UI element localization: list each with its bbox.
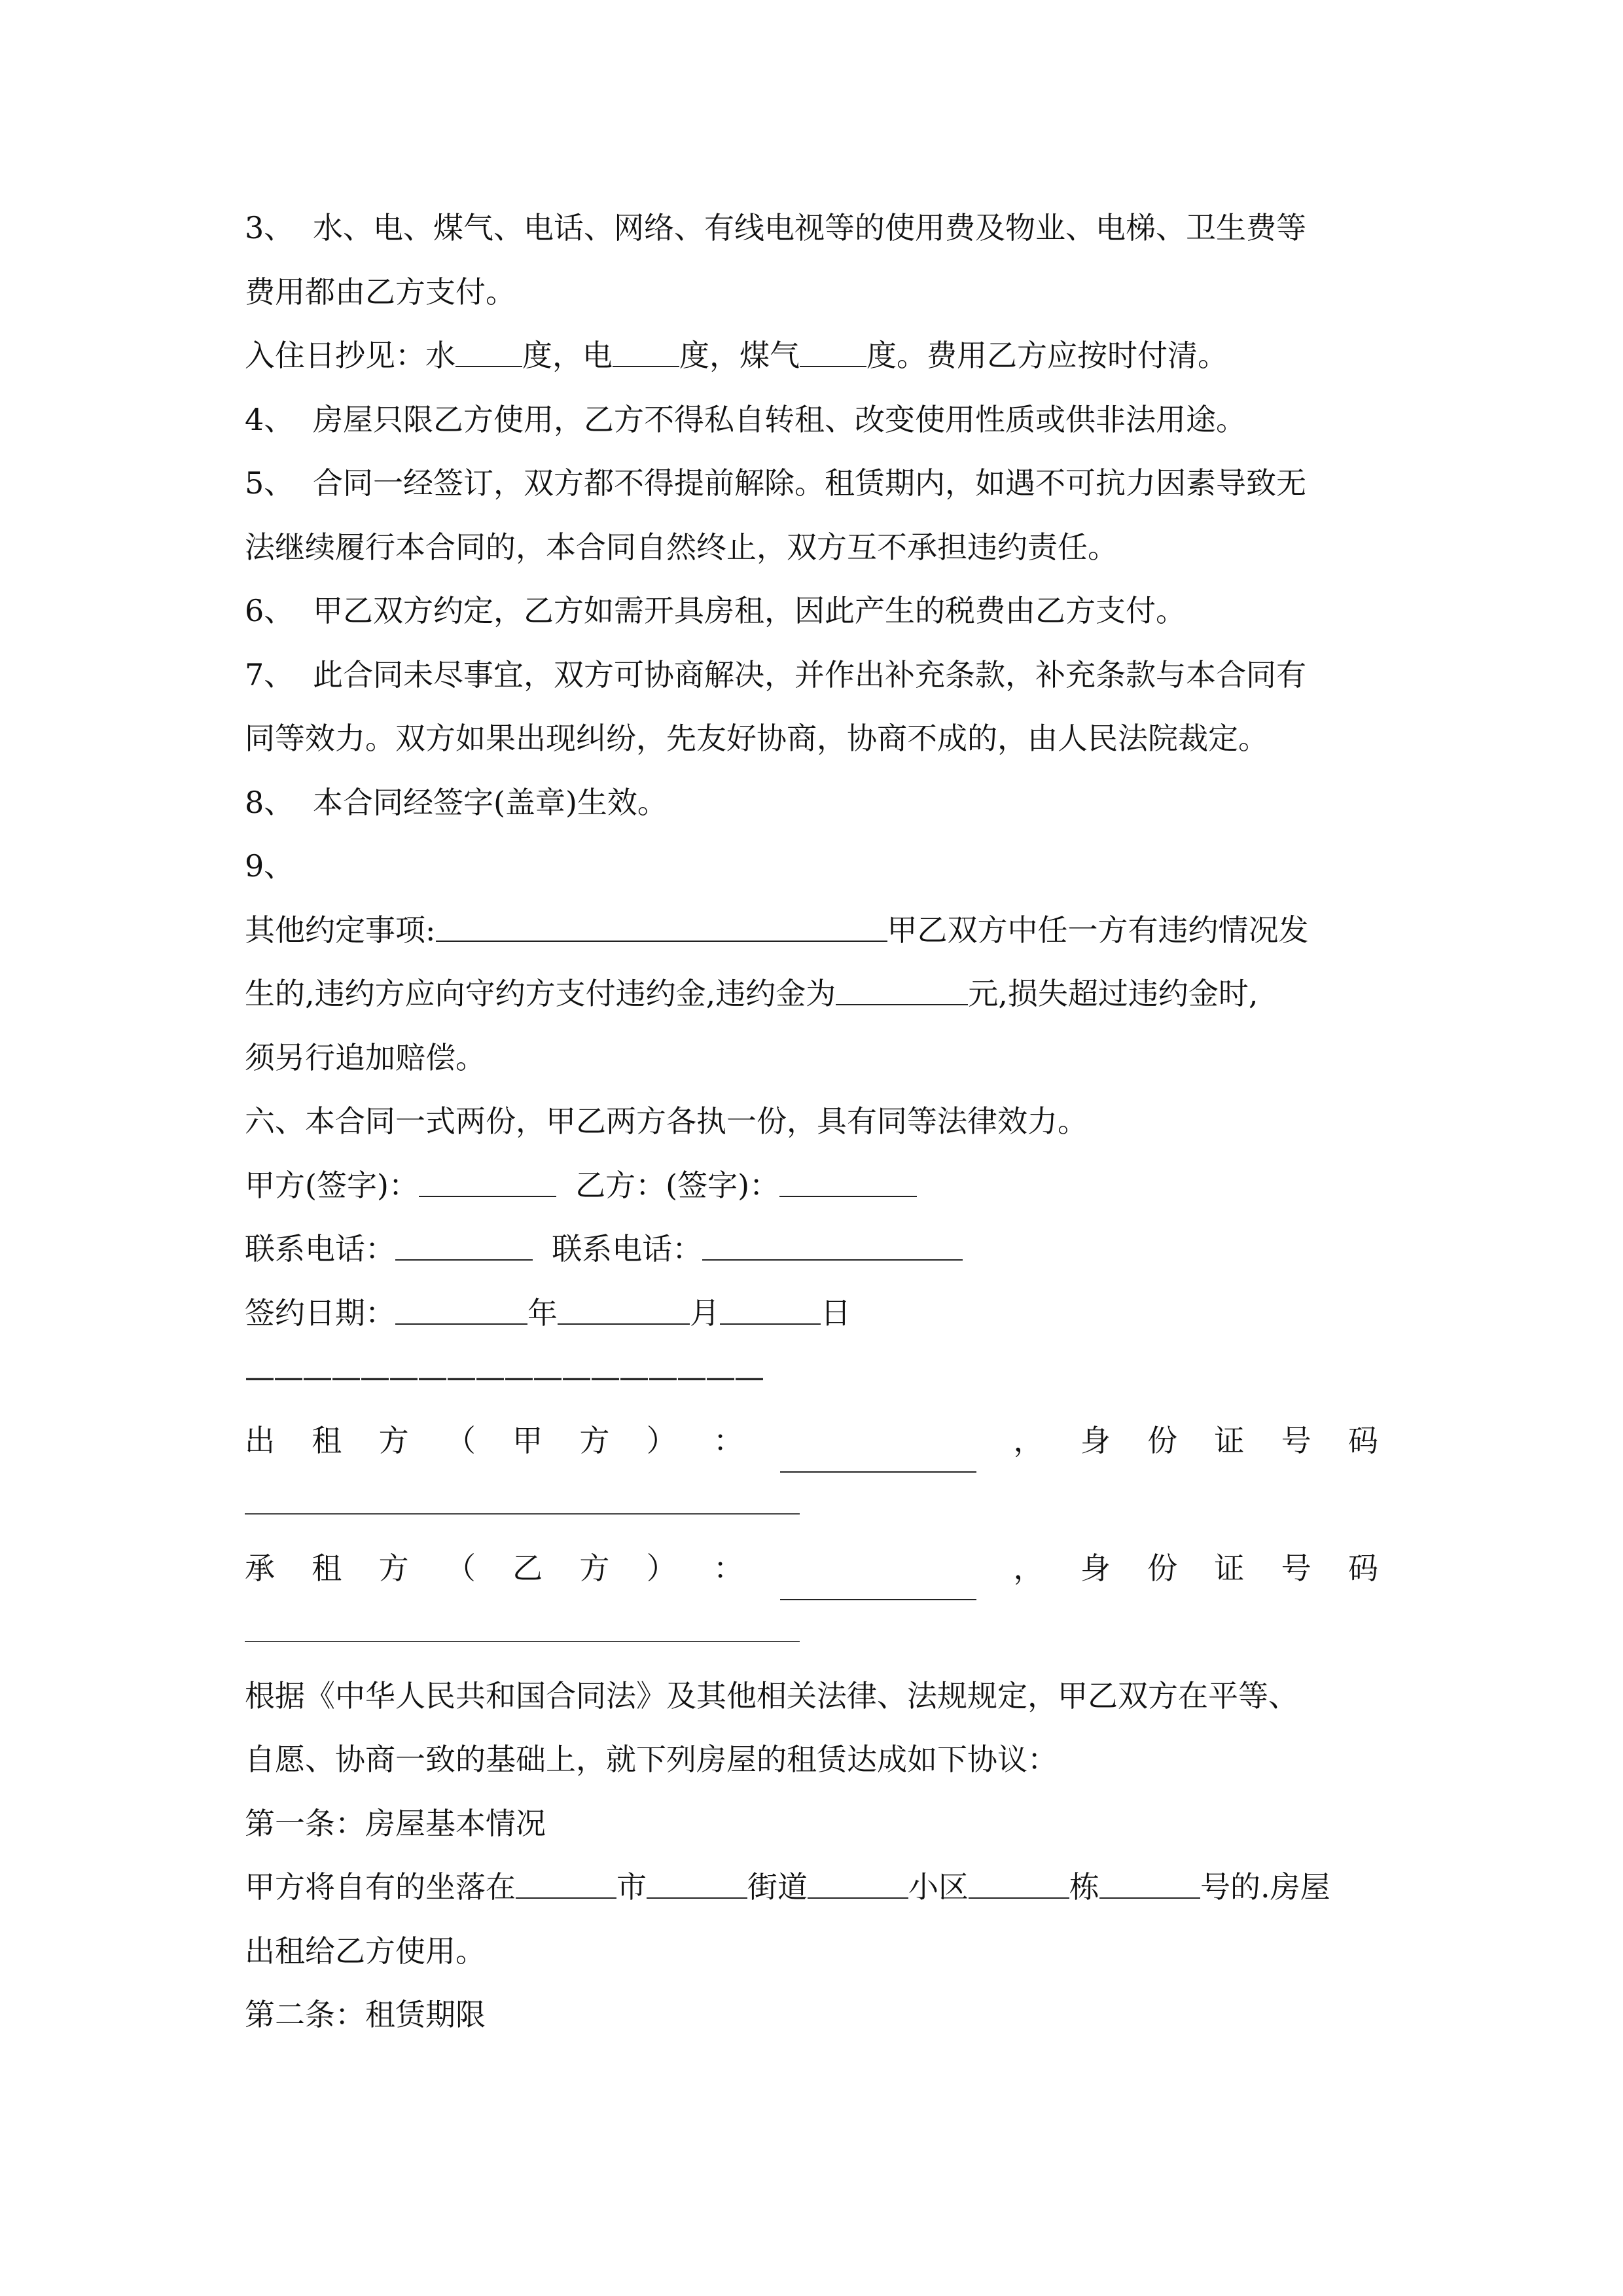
lessee-id-blank[interactable]: [245, 1641, 800, 1642]
item-8: [245, 771, 1378, 835]
lessee-char: （: [445, 1550, 476, 1586]
meter-prefix: 入住日抄见：水: [245, 338, 455, 373]
item-number: 4、: [245, 401, 294, 437]
date-label: 签约日期：: [245, 1295, 395, 1331]
item-3-line-1: [245, 196, 1378, 260]
lessee-char: 租: [312, 1550, 342, 1586]
city-blank[interactable]: [516, 1871, 616, 1899]
water-blank[interactable]: [455, 340, 522, 367]
copies-text: 六、本合同一式两份，甲乙两方各执一份，具有同等法律效力。: [245, 1103, 1088, 1139]
party-a-phone-blank[interactable]: [395, 1233, 533, 1261]
city-label: 市: [616, 1869, 647, 1905]
party-a-sign-label: 甲方(签字)：: [245, 1167, 419, 1203]
month-label: 月: [690, 1295, 720, 1331]
item-number: 9、: [245, 848, 294, 884]
item-text: 房屋只限乙方使用，乙方不得私自转租、改变使用性质或供非法用途。: [313, 401, 1246, 437]
item-number: 8、: [245, 784, 294, 820]
id-char: 身: [1080, 1422, 1111, 1458]
id-char: 号: [1281, 1550, 1311, 1586]
item-5-line-2: [245, 516, 1378, 580]
meter-gas-unit: 度。费用乙方应按时付清。: [866, 338, 1228, 373]
article-title: 第二条：租赁期限: [245, 1997, 486, 2032]
item-text: 法继续履行本合同的，本合同自然终止，双方互不承担违约责任。: [245, 529, 1118, 565]
lessor-char: 方: [378, 1422, 409, 1458]
breach-text-a: 生的,违约方应向守约方支付违约金,违约金为: [245, 976, 836, 1011]
month-blank[interactable]: [558, 1297, 690, 1325]
breach-text-b: 元,损失超过违约金时,: [968, 976, 1258, 1011]
item-text: 水、电、煤气、电话、网络、有线电视等的使用费及物业、电梯、卫生费等: [313, 210, 1306, 245]
separator-line: ——————————————————: [245, 1359, 763, 1394]
gas-blank[interactable]: [800, 340, 866, 367]
lessee-line: [245, 1537, 1378, 1601]
item-9: [245, 834, 1378, 899]
id-char: 码: [1347, 1550, 1378, 1586]
lessee-char: 承: [245, 1550, 275, 1586]
article-1-title: [245, 1792, 1378, 1856]
item-5-line-1: [245, 452, 1378, 516]
breach-line: [245, 962, 1378, 1026]
lessee-name-blank[interactable]: [780, 1573, 976, 1600]
lessee-id-row: [245, 1600, 1378, 1664]
meter-elec-unit: 度，煤气: [679, 338, 800, 373]
lessor-char: ：: [713, 1422, 743, 1458]
id-char: 码: [1347, 1422, 1378, 1458]
lessee-char: ：: [713, 1550, 743, 1586]
day-blank[interactable]: [720, 1297, 821, 1325]
date-line: [245, 1282, 1378, 1346]
contract-page: [245, 196, 1378, 2047]
street-label: 街道: [747, 1869, 808, 1905]
id-char: 身: [1080, 1550, 1111, 1586]
lessor-char: 出: [245, 1422, 275, 1458]
item-text: 甲乙双方约定，乙方如需开具房租，因此产生的税费由乙方支付。: [313, 593, 1186, 628]
address-line: [245, 1856, 1378, 1920]
item-text: 此合同未尽事宜，双方可协商解决，并作出补充条款，补充条款与本合同有: [313, 656, 1306, 692]
party-b-phone-blank[interactable]: [702, 1233, 963, 1261]
item-number: 6、: [245, 593, 294, 628]
lessor-char: （: [445, 1422, 476, 1458]
meter-water-unit: 度，电: [522, 338, 613, 373]
basis-text: 自愿、协商一致的基础上，就下列房屋的租赁达成如下协议：: [245, 1742, 1058, 1777]
signature-line: [245, 1154, 1378, 1218]
article-2-title: [245, 1983, 1378, 2047]
basis-text: 根据《中华人民共和国合同法》及其他相关法律、法规规定，甲乙双方在平等、: [245, 1677, 1298, 1713]
item-3-line-2: [245, 260, 1378, 325]
lessee-char: 方: [579, 1550, 610, 1586]
lessor-id-blank[interactable]: [245, 1513, 800, 1515]
id-char: 份: [1147, 1422, 1178, 1458]
item-number: 7、: [245, 656, 294, 692]
copies-clause: [245, 1090, 1378, 1154]
address-prefix: 甲方将自有的坐落在: [245, 1869, 516, 1905]
item-text: 同等效力。双方如果出现纠纷，先友好协商，协商不成的，由人民法院裁定。: [245, 721, 1268, 756]
comma: ，: [1013, 1422, 1044, 1458]
id-char: 号: [1281, 1422, 1311, 1458]
penalty-amount-blank[interactable]: [836, 978, 968, 1005]
building-blank[interactable]: [969, 1871, 1069, 1899]
lessor-char: 方: [579, 1422, 610, 1458]
party-b-sign-blank[interactable]: [779, 1170, 917, 1197]
id-char: 份: [1147, 1550, 1178, 1586]
lessee-char: 方: [378, 1550, 409, 1586]
party-a-phone-label: 联系电话：: [245, 1231, 395, 1266]
lessor-char: 甲: [512, 1422, 543, 1458]
electricity-blank[interactable]: [613, 340, 679, 367]
party-a-sign-blank[interactable]: [419, 1170, 556, 1197]
other-terms-label: 其他约定事项:: [245, 912, 436, 948]
phone-line: [245, 1217, 1378, 1282]
community-label: 小区: [908, 1869, 969, 1905]
item-number: 3、: [245, 210, 294, 245]
item-7-line-2: [245, 707, 1378, 771]
day-label: 日: [821, 1295, 851, 1331]
number-label: 号的.房屋: [1200, 1869, 1330, 1905]
other-terms-line: [245, 899, 1378, 963]
comma: ，: [1013, 1550, 1044, 1586]
lessor-char: ）: [646, 1422, 677, 1458]
id-char: 证: [1214, 1422, 1245, 1458]
basis-line-2: [245, 1728, 1378, 1792]
lessor-id-row: [245, 1473, 1378, 1537]
other-terms-blank[interactable]: [436, 914, 887, 942]
party-b-phone-label: 联系电话：: [552, 1231, 703, 1266]
id-char: 证: [1214, 1550, 1245, 1586]
lessor-char: 租: [312, 1422, 342, 1458]
community-blank[interactable]: [808, 1871, 908, 1899]
lessor-line: [245, 1409, 1378, 1473]
building-label: 栋: [1069, 1869, 1099, 1905]
year-label: 年: [527, 1295, 558, 1331]
other-terms-rest: 甲乙双方中任一方有违约情况发: [887, 912, 1309, 948]
year-blank[interactable]: [395, 1297, 527, 1325]
party-b-sign-label: 乙方：(签字)：: [575, 1167, 780, 1203]
meter-reading-line: [245, 324, 1378, 388]
item-text: 费用都由乙方支付。: [245, 274, 516, 310]
item-7-line-1: [245, 643, 1378, 708]
address-text: 出租给乙方使用。: [245, 1933, 486, 1969]
lessee-char: ）: [646, 1550, 677, 1586]
item-4: [245, 388, 1378, 452]
number-blank[interactable]: [1099, 1871, 1200, 1899]
street-blank[interactable]: [647, 1871, 747, 1899]
basis-line-1: [245, 1664, 1378, 1729]
breach-line-3: [245, 1026, 1378, 1090]
item-text: 合同一经签订，双方都不得提前解除。租赁期内，如遇不可抗力因素导致无: [313, 465, 1306, 501]
breach-text: 须另行追加赔偿。: [245, 1039, 486, 1075]
lessor-name-blank[interactable]: [780, 1445, 976, 1473]
address-line-2: [245, 1920, 1378, 1984]
lessee-char: 乙: [512, 1550, 543, 1586]
item-text: 本合同经签字(盖章)生效。: [313, 784, 668, 820]
item-6: [245, 579, 1378, 643]
article-title: 第一条：房屋基本情况: [245, 1805, 546, 1841]
item-number: 5、: [245, 465, 294, 501]
